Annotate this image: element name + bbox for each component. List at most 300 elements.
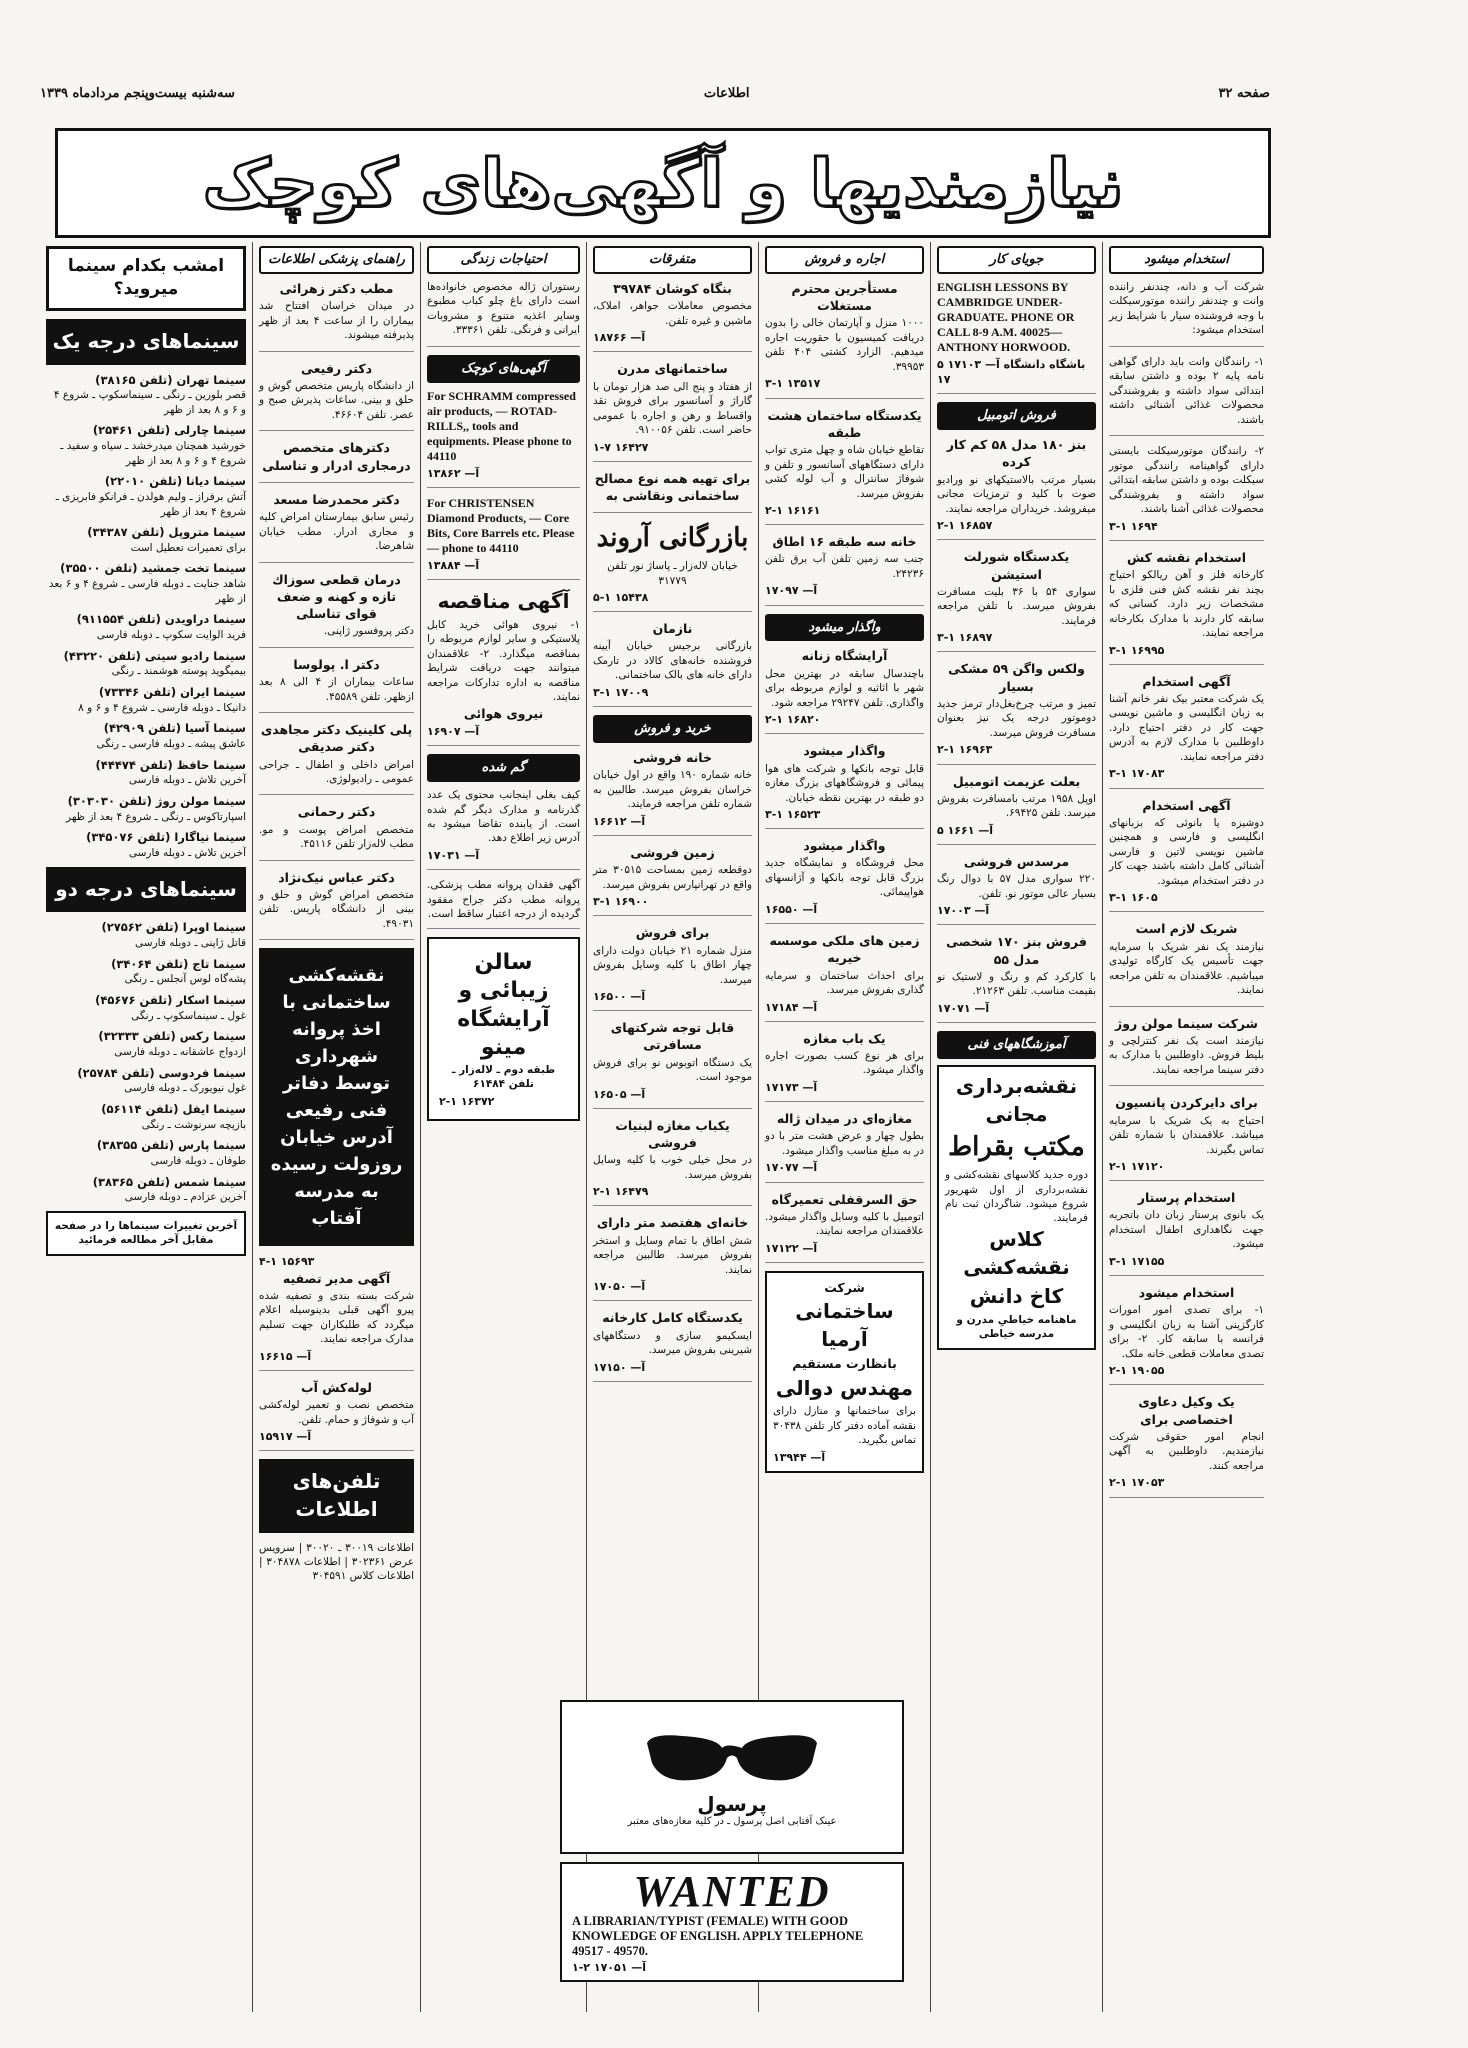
christensen-ad	[427, 496, 580, 580]
cinema-name: سینما ایفل (تلفن ۵۶۱۱۴)	[101, 1101, 246, 1116]
ad-text: ساعات بیماران از ۴ الی ۸ بعد ازظهر. تلفن ۴۵۵۸۹.	[259, 676, 415, 703]
classified-ad	[593, 1214, 752, 1301]
classified-ad	[765, 742, 924, 829]
ad-title: ساختمانهای مدرن	[617, 361, 728, 377]
ad-text: ۲- رانندگان موتورسیکلت بایستی دارای گواهینامه رانندگی موتور سیکلت بوده و داشتن سابقه ابتدائی سواد داشته و بفروشندگی محصولات غذائی آشنا باشند.	[1109, 445, 1264, 516]
english-lesson-text: ENGLISH LESSONS BY CAMBRIDGE UNDER-GRADUATE. PHONE OR CALL 8-9 A.M. 40025— ANTHONY HORWOOD.	[937, 279, 1075, 354]
ad-text: ۱- رانندگان وانت باید دارای گواهی نامه پایه ۲ بوده و داشتن سابقه ابتدائی سواد داشته و بفروشندگی محصولات غذائی آشنائی داشته باشند.	[1109, 355, 1264, 426]
ad-title: خانه سه طبقه ۱۶ اطاق	[772, 534, 917, 550]
classified-ad	[937, 853, 1096, 925]
wanted-text: A LIBRARIAN/TYPIST (FEMALE) WITH GOOD KNOWLEDGE OF ENGLISH. APPLY TELEPHONE 49517 - 49570.	[572, 1914, 864, 1958]
cinema-first-class-head: سینماهای درجه یک	[46, 319, 246, 365]
ad-text: نیازمند است یک نفر کنترلچی و بلیط فروش. داوطلبین با مدارک به دفتر سینما مراجعه نمایند.	[1109, 1034, 1264, 1076]
ad-code: آ— ۱۶۵۰۵	[593, 1087, 646, 1101]
cinema-program: طوفان ـ دوبله فارسی	[150, 1155, 246, 1168]
page-header	[40, 80, 1270, 106]
ad-text: ۲۲۰ سواری مدل ۵۷ با دوال رنگ بسیار عالی موتور نو. تلفن.	[937, 873, 1096, 900]
ad-title: ولکس واگن ۵۹ مشکی بسیار	[948, 661, 1085, 694]
ad-text: اتومبیل با کلیه وسایل واگذار میشود. علاقمندان مراجعه نمایند.	[765, 1210, 924, 1238]
ad-code: ۲-۱ ۱۶۸۲۰	[765, 713, 821, 727]
cinema-name: سینما اسکار (تلفن ۴۵۶۷۶)	[95, 992, 246, 1007]
ad-code: آ— ۱۷۰۰۳	[937, 904, 990, 918]
cinema-name: سینما ایران (تلفن ۷۳۳۴۶)	[98, 684, 246, 699]
ad-title: قابل توجه شرکتهای مسافرتی	[610, 1020, 735, 1053]
sunglasses-icon	[642, 1728, 822, 1788]
ad-text: دوشیزه یا بانوئی که بزبانهای انگلیسی و فارسی و همچنین ماشین نویسی لاتین و فارسی آشنائی کامل داشته باشند جهت کار در دفتر استخدام میشود.	[1109, 816, 1264, 887]
ad-code: آ— ۱۶۵۰۰	[593, 989, 646, 1003]
ad-title: یک وکیل دعاوی اختصاصی برای	[1138, 1394, 1235, 1427]
schramm-text: For SCHRAMM compressed air products, — ROTAD-RILLS,, tools and equipments. Please phone to 44110	[427, 388, 576, 463]
cinema-name: سینما شمس (تلفن ۳۸۳۶۵)	[92, 1174, 246, 1189]
ad-text: شرکت بسته بندی و تصفیه شده پیرو آگهی قبلی بدینوسیله اعلام میگردد که طلبکاران جهت تسلیم مدارک مراجعه نمایند.	[259, 1289, 414, 1346]
ad-code: آ— ۱۷۱۲۲	[765, 1241, 818, 1255]
cinema-name: سینما مولن روژ (تلفن ۳۰۳۰۳۰)	[67, 793, 246, 808]
cinema-listing	[46, 649, 246, 679]
subhead-schools: آموزشگاههای فنی	[937, 1031, 1096, 1059]
ad-title: برای فروش	[635, 925, 710, 941]
cinema-program: اسپارتاکوس ـ رنگی ـ شروع ۴ بعد از ظهر	[66, 810, 246, 823]
ad-title: بنز ۱۸۰ مدل ۵۸ کم کار کرده	[946, 437, 1087, 470]
classified-ad	[593, 470, 752, 514]
ad-title: خانه‌ای هفتصد متر دارای	[596, 1215, 749, 1231]
ad-code: ۳-۱ ۱۶۹۴	[1109, 519, 1158, 533]
ad-text: از هفتاد و پنج الی صد هزار تومان با گاراژ و آسانسور برای فروش نقد واقساط و رهن و اجاره با عمومی حاضر است. تلفن ۹۱۰۰۵۶.	[593, 380, 752, 437]
store-code: ۵-۱ ۱۵۴۳۸	[593, 591, 649, 605]
ad-title: شرکت سینما مولن روژ	[1115, 1015, 1258, 1031]
classified-ad	[1109, 1284, 1264, 1385]
school-class-title: کلاس نقشه‌کشی	[963, 1226, 1070, 1279]
ad-text: برای هر نوع کسب بصورت اجاره واگذار میشود.	[765, 1050, 924, 1077]
ad-code: آ— ۱۷۰۹۷	[765, 584, 818, 598]
column-employment	[1102, 242, 1270, 2012]
cinema-listing	[46, 685, 246, 715]
wanted-ad	[560, 1862, 904, 1982]
cinema-listing	[46, 525, 246, 555]
classified-ad	[937, 436, 1096, 540]
ad-code: آ— ۱۳۸۸۴	[427, 558, 480, 572]
classified-ad	[1109, 673, 1264, 789]
salon-code: ۲-۱ ۱۶۳۷۲	[439, 1094, 495, 1108]
cinema-name: سینما چارلی (تلفن ۲۵۴۶۱)	[92, 423, 246, 438]
tender-text: ۱- نیروی هوائی خرید کابل پلاستیکی و سایر لوازم مربوطه را بمناقصه میگذارد. ۲- علاقمندان میتوانند جهت دریافت شرایط مناقصه به اداره تدارکات مراجعه نمایند.	[427, 618, 580, 704]
ad-text: نیازمند یک نفر شریک با سرمایه جهت تأسیس یک کارگاه تولیدی میباشیم. علاقمندان به تلفن مراجعه نمایند.	[1109, 940, 1264, 997]
company-code: آ— ۱۳۹۴۴	[773, 1450, 826, 1464]
classified-ad	[1109, 1393, 1264, 1497]
car-sale-ads	[937, 436, 1096, 1023]
company-pre: شرکت	[824, 1279, 865, 1295]
classified-ad	[937, 548, 1096, 652]
cinema-program: فرید الوایت سکوپ ـ دوبله فارسی	[96, 629, 246, 642]
company-name: ساختمانی آرمیا	[795, 1299, 894, 1351]
cinema-listing	[46, 957, 246, 987]
ad-code: ۳-۱ ۱۶۵۲۳	[765, 808, 821, 822]
classified-ad	[259, 721, 414, 795]
ad-text: ایسکیمو سازی و دستگاههای شیرینی بفروش میرسد.	[593, 1329, 752, 1357]
ad-title: خانه فروشی	[633, 750, 712, 766]
ad-text: در میدان خراسان افتتاح شد بیماران را از ساعت ۴ بعد از ظهر پذیرفته میشوند.	[259, 300, 414, 342]
cinema-program: خورشید همچنان میدرخشد ـ سیاه و سفید ـ شروع ۴ و ۶ و ۸ بعد از ظهر	[60, 440, 246, 467]
cinema-program: بازیچه سرنوشت ـ رنگی	[141, 1118, 246, 1131]
sunglasses-text: عینک آفتابی اصل پرسول ـ در کلیه مغازه‌های معتبر	[627, 1815, 837, 1827]
drafting-ad-code: ۴-۱ ۱۵۶۹۳	[259, 1255, 315, 1269]
sale-ads	[765, 280, 924, 606]
ad-code: آ— ۱۷۰۷۱	[937, 1001, 990, 1015]
ad-text: با کارکرد کم و رنگ و لاستیک نو بقیمت مناسب. تلفن ۲۱۲۶۳.	[937, 970, 1096, 998]
lost-ad	[427, 788, 580, 870]
ad-title: حق السرقفلی تعمیرگاه	[771, 1191, 918, 1207]
ad-title: درمان قطعی سوزاك تازه و کهنه و ضعف قوای تناسلی	[272, 571, 401, 622]
ad-title: برای تهیه همه نوع مصالح ساختمانی ونقاشی به	[594, 470, 751, 503]
tender-code: آ— ۱۶۹۰۷	[427, 724, 480, 738]
cinema-listing	[46, 920, 246, 950]
cinema-list-second	[46, 920, 246, 1205]
ad-code: ۳-۱ ۱۶۰۵	[1109, 891, 1158, 905]
ad-code: آ— ۱۶۶۱۵	[259, 1349, 312, 1363]
ad-code: آ— ۱۶۶۱ ۵	[937, 823, 994, 837]
ad-code: آ— ۱۷۱۷۳	[765, 1080, 818, 1094]
notice-ad	[427, 878, 580, 928]
ad-text: رستوران ژاله مخصوص خانواده‌ها است دارای باغ چلو کباب مطبوع وسایر اغذیه متنوع و مشروبات ایرانی و فرنگی. تلفن ۳۳۳۶۱.	[427, 280, 580, 337]
ad-text: کارخانه فلز و آهن ریالکو احتیاج بچند نفر نقشه کش فنی فلزی با مشخصات زیر دارد. کسانی که سابقه کار دارند با مدارک بکارخانه مراجعه نمایند.	[1109, 569, 1264, 640]
ad-title: فروش بنز ۱۷۰ شخصی مدل ۵۵	[946, 934, 1087, 967]
salon-ad	[427, 937, 580, 1122]
ad-code: ۳-۱ ۱۶۹۰۰	[593, 895, 649, 909]
ad-text: امراض داخلی و اطفال ـ جراحی عمومی ـ رادیولوژی.	[259, 758, 414, 785]
banner-title: نیازمندیها و آگهی‌های کوچک	[202, 144, 1124, 222]
ad-title: مستأجرین محترم مستغلات	[791, 280, 898, 314]
cinema-listing	[46, 474, 246, 519]
classified-ad	[765, 1191, 924, 1263]
medical-ads	[259, 280, 414, 940]
ad-title: شریک لازم است	[1135, 921, 1238, 937]
school-name: مکتب بقراط	[948, 1132, 1085, 1163]
ad-title: زمین فروشی	[630, 844, 715, 860]
cinema-name: سینما اوپرا (تلفن ۲۷۵۶۲)	[101, 920, 246, 935]
cinema-listing	[46, 1102, 246, 1132]
classified-ad	[1109, 355, 1264, 436]
column-head-jobseek: جویای کار	[937, 246, 1096, 274]
cinema-name: سینما متروپل (تلفن ۳۴۳۸۷)	[87, 524, 246, 539]
ad-title: دکتر محمدرضا مسعد	[273, 491, 400, 507]
column-head-employment: استخدام میشود	[1109, 246, 1264, 274]
cinema-program: بیمیگوید پوسته هوشمند ـ رنگی	[111, 665, 246, 678]
cinema-name: سینما فردوسی (تلفن ۲۵۷۸۴)	[77, 1065, 246, 1080]
drafting-ad-inverse	[259, 948, 414, 1246]
cinema-program: قصر بلورین ـ رنگی ـ سینماسکوپ ـ شروع ۴ و ۶ و ۸ بعد از ظهر	[53, 389, 246, 416]
store-ad	[593, 521, 752, 612]
ad-title: بنگاه کوشان ۳۹۷۸۴	[613, 280, 732, 296]
classified-ad	[937, 933, 1096, 1023]
classified-ad	[593, 280, 752, 352]
cinema-listing	[46, 830, 246, 860]
ad-title: لوله‌کش آب	[301, 1379, 372, 1395]
cinema-name: سینما تهران (تلفن ۳۸۱۶۵)	[95, 372, 246, 387]
classified-ad	[259, 439, 414, 483]
classified-ad	[593, 1019, 752, 1109]
classified-ad	[259, 1270, 414, 1371]
ad-code: آ— ۱۷۱۵۰	[593, 1360, 646, 1374]
ad-code: ۲-۱ ۱۶۴۷۹	[593, 1185, 649, 1199]
column-head-medical: راهنمای پزشکی اطلاعات	[259, 246, 414, 274]
misc-ads	[593, 280, 752, 513]
cinema-listing	[46, 423, 246, 468]
drafting-ad-text: نقشه‌کشی ساختمانی با اخذ پروانه شهرداری توسط دفاتر فنی رفیعی آدرس خیابان روزولت رسیده به مدرسه آفتاب	[270, 965, 403, 1230]
ad-code: ۲-۱ ۱۹۰۵۵	[1109, 1364, 1165, 1378]
ad-title: یک باب مغازه	[803, 1030, 886, 1046]
ad-text: شش اطاق با تمام وسایل و استخر بفروش میرسد. طالبین مراجعه نمایند.	[593, 1234, 752, 1276]
ad-code: آ— ۱۶۶۱۲	[593, 814, 646, 828]
ad-code: آ— ۱۷۰۷۷	[765, 1161, 818, 1175]
classified-ad	[593, 620, 752, 707]
ad-title: واگذار میشود	[803, 743, 886, 759]
cinema-listing	[46, 794, 246, 824]
cinema-listing	[46, 758, 246, 788]
sunglasses-brand: پرسول	[697, 1791, 767, 1816]
wanted-code: آ— ۱۷۰۵۱ ۲-۱	[572, 1961, 647, 1974]
subhead-buy-sell: خرید و فروش	[593, 715, 752, 743]
lost-text: کیف بغلی اینجانب محتوی یک عدد گذرنامه و مدارک دیگر گم شده است. از یابنده تقاضا میشود به آدرس زیر اطلاع دهد.	[427, 789, 580, 845]
ad-title: دکتر عباس نیک‌نژاد	[278, 869, 395, 885]
classified-ad	[937, 773, 1096, 845]
tender-title: آگهی مناقصه	[437, 589, 570, 614]
column-head-sale: اجاره و فروش	[765, 246, 924, 274]
classified-ad	[765, 280, 924, 399]
cinema-program: آتش برفراز ـ ولیم هولدن ـ فرانکو فابریزی ـ شروع ۴ بعد از ظهر	[55, 491, 246, 518]
cinema-program: قاتل ژاپنی ـ دوبله فارسی	[135, 937, 246, 950]
ad-text: یک دستگاه اتوبوس نو برای فروش موجود است.	[593, 1056, 752, 1084]
ad-text: بسیار مرتب بالاستیکهای نو ورادیو صوت با کلید و ترمزیات مجانی میفروشد. خریداران مراجعه نمایند.	[937, 473, 1096, 515]
cinema-name: سینما رادیو سیتی (تلفن ۴۳۲۲۰)	[63, 648, 246, 663]
school-kakh-title: کاخ دانش	[969, 1284, 1064, 1309]
ad-text: در محل خیلی خوب با کلیه وسایل بفروش میرسد.	[593, 1154, 752, 1181]
company-engineer: مهندس دوالی	[775, 1375, 914, 1400]
classified-ad	[259, 803, 414, 860]
ad-title: یکباب مغازه لبنیات فروشی	[615, 1117, 730, 1151]
ad-code: ۳-۱ ۱۶۸۹۷	[937, 631, 993, 645]
cinema-footer: آخرین تغییرات سینماها را در صفحه مقابل آخر مطالعه فرمائید	[46, 1211, 246, 1256]
subhead-lost: گم شده	[427, 754, 580, 782]
ad-title: استخدام میشود	[1138, 1285, 1235, 1301]
ad-text: متخصص نصب و تعمیر لوله‌کشی آب و شوفاژ و حمام. تلفن.	[259, 1399, 414, 1426]
ad-text: ۱- برای تصدی امور امورات کارگزینی آشنا به زبان انگلیسی و فرانسه با سابقه کار. ۲- برای تصدی معاملات قطعی خانه ملک.	[1109, 1304, 1264, 1360]
misc-ads-2	[593, 620, 752, 707]
classified-ad	[765, 1030, 924, 1102]
classified-ad	[259, 491, 414, 563]
ad-text: تقاطع خیابان شاه و چهل متری تواب دارای دستگاههای آسانسور و تلفن و شوفاژ سانترال و آب لوله کشی بفروش میرسد.	[765, 444, 924, 500]
classified-ad	[259, 571, 414, 648]
ad-code: ۲-۱ ۱۷۰۵۳	[1109, 1476, 1165, 1490]
wanted-box	[560, 1862, 904, 1982]
company-text: برای ساختمانها و منازل دارای نقشه آماده دفتر کار تلفن ۳۰۴۳۸ تماس بگیرید.	[773, 1405, 916, 1447]
ad-code: ۱-۷ ۱۶۴۲۷	[593, 440, 649, 454]
cinema-program: دانیکا ـ دوبله فارسی ـ شروع ۴ و ۶ و ۸	[78, 701, 246, 714]
cinema-name: سینما رکس (تلفن ۳۲۳۳۳)	[98, 1029, 246, 1044]
classified-ad	[937, 660, 1096, 764]
header-date: سه‌شنبه بیست‌وپنجم مردادماه ۱۳۳۹	[40, 85, 235, 101]
ad-code: ۳-۱ ۱۷۰۰۹	[593, 685, 649, 699]
ad-title: بعلت عزیمت اتومبیل	[952, 773, 1081, 789]
ad-text: برای احداث ساختمان و سرمایه گذاری بفروش میرسد.	[765, 969, 924, 997]
ad-title: زمین های ملکی موسسه خیریه	[769, 933, 920, 966]
ad-text: تمیز و مرتب چرخ‌بغل‌دار ترمز جدید دوموتور درجه یک نیز بعنوان مسافرت فروش میرسد.	[937, 697, 1096, 739]
subhead-small-ads: آگهی‌های کوچک	[427, 355, 580, 383]
ad-text: قابل توجه بانکها و شرکت های هوا پیمائی و فروشگاههای بزرگ مغازه دو طبقه در بهترین نقطه خیابان.	[765, 762, 924, 804]
cinema-main-head: امشب بکدام سینما میروید؟	[46, 246, 246, 311]
cinema-list-first	[46, 373, 246, 861]
cinema-program: شاهد جنایت ـ دوبله فارسی ـ شروع ۴ و ۶ بعد از ظهر	[48, 578, 246, 605]
ad-title: یکدستگاه ساختمان هشت طبقه	[767, 407, 922, 440]
classified-ad	[1109, 1015, 1264, 1087]
cinema-name: سینما آسیا (تلفن ۴۲۹۰۹)	[103, 721, 246, 736]
cinema-listing	[46, 1066, 246, 1096]
cinema-listing	[46, 1029, 246, 1059]
column-jobseek	[930, 242, 1102, 2012]
ad-title: پلی کلینیک دکتر مجاهدی دکتر صدیقی	[260, 722, 413, 755]
english-lesson-ad	[937, 280, 1096, 394]
ad-text: منزل شماره ۲۱ خیابان دولت دارای چهار اطاق با کلیه وسایل بفروش میرسد.	[593, 944, 753, 986]
ad-text: یک شرکت معتبر بیک نفر خانم آشنا به زبان انگلیسی و ماشین نویسی جهت کار در دفتر احتیاج دارد. داوطلبین با مدارک لازم به آدرس دفتر مراجعه نمایند.	[1109, 692, 1264, 763]
ad-title: آگهی مدیر تصفیه	[282, 1270, 391, 1286]
classified-ad	[765, 932, 924, 1022]
ad-text: دوقطعه زمین بمساحت ۳۰۵۱۵ متر واقع در تهرانپارس بفروش میرسد.	[593, 864, 752, 891]
classified-ad	[593, 844, 752, 916]
ad-code: آ— ۱۶۵۵۰	[765, 902, 818, 916]
classified-ad	[1109, 280, 1264, 347]
ad-title: آرایشگاه زنانه	[801, 648, 888, 664]
ad-title: مغازه‌ای در میدان ژاله	[776, 1111, 913, 1127]
ad-code: ۳-۱ ۱۳۵۱۷	[765, 377, 821, 391]
header-paper-name: اطلاعات	[703, 85, 750, 101]
ad-code: ۲-۱ ۱۷۱۲۰	[1109, 1160, 1165, 1174]
tender-signature: نیروی هوائی	[463, 705, 544, 721]
wanted-title: WANTED	[633, 1867, 831, 1916]
column-medical	[252, 242, 420, 2012]
salon-text: طبقه دوم ـ لاله‌زار ـ تلفن ۶۱۴۸۴	[451, 1063, 556, 1091]
classified-ad	[593, 360, 752, 461]
ad-text: سواری ۵۴ با ۳۶ بلیت مسافرت بفروش میرسد. با تلفن مراجعه فرمایند.	[937, 585, 1096, 627]
ad-title: برای دایرکردن پانسیون	[1115, 1095, 1258, 1111]
cinema-program: آخرین تلاش ـ دوبله فارسی	[128, 847, 246, 860]
ad-text: از دانشگاه پاریس متخصص گوش و حلق و بینی. ساعات پذیرش صبح و عصر. تلفن ۴۶۶۰۴.	[259, 379, 414, 421]
classified-ad	[765, 647, 924, 734]
ad-title: استخدام پرستار	[1137, 1190, 1236, 1206]
classified-ad	[593, 924, 752, 1011]
header-page-number: صفحه ۳۲	[1218, 85, 1270, 101]
ad-title: یکدستگاه شورلت استیشن	[963, 549, 1070, 582]
section-banner	[55, 128, 1271, 238]
cinema-name: سینما تخت جمشید (تلفن ۳۵۵۰۰)	[60, 561, 246, 576]
column-head-needs: احتیاجات زندگی	[427, 246, 580, 274]
cinema-program: غول نیویورک ـ دوبله فارسی	[124, 1082, 246, 1095]
ad-title: آگهی استخدام	[1142, 673, 1231, 689]
employment-ads	[1109, 280, 1264, 1498]
cinema-program: آخرین تلاش ـ دوبله فارسی	[128, 774, 246, 787]
ad-text: ۱۰۰۰ منزل و آپارتمان خالی را بدون دریافت کمیسیون با حقوریت اجاره میدهیم. الزارد کشتی ۴۰۴ تلفن ۳۹۹۵۳.	[765, 317, 924, 373]
cinema-name: سینما حافظ (تلفن ۴۴۴۷۴)	[95, 757, 246, 772]
school-footer: ماهنامه خیاطیِ مدرن و مدرسه خیاطی	[956, 1313, 1077, 1341]
cinema-program: آخرین عزادم ـ دوبله فارسی	[124, 1191, 246, 1204]
sunglasses-ad	[560, 1700, 904, 1850]
needs-ads	[427, 280, 580, 347]
medical-ads-2	[259, 1270, 414, 1452]
ad-title: نازمان	[652, 621, 693, 637]
ad-text: مخصوص معاملات جواهر، املاک، ماشین و غیره تلفن.	[593, 300, 752, 327]
ad-text: رئیس سابق بیمارستان امراض کلیه و مجاری ادرار. مطب خیابان شاهرضا.	[259, 511, 414, 553]
cinema-listing	[46, 721, 246, 751]
company-sub: بانظارت مستقیم	[792, 1356, 897, 1372]
ad-text: یک بانوی پرستار زبان دان باتجربه جهت نگاهداری اطفال استخدام میشود.	[1109, 1209, 1264, 1251]
company-ad	[765, 1271, 924, 1473]
ad-text: خانه شماره ۱۹۰ واقع در اول خیابان خراسان بفروش میرسد. طالبین به شماره تلفن مراجعه فرمایند.	[593, 769, 752, 811]
cinema-listing	[46, 993, 246, 1023]
classified-ad	[1109, 920, 1264, 1006]
ad-code: ۲-۱ ۱۶۱۶۱	[765, 503, 821, 517]
ad-title: دکتر ا. پولوسا	[293, 656, 380, 672]
ad-code: ۳-۱ ۱۶۹۹۵	[1109, 643, 1165, 657]
ad-text: محل فروشگاه و نمایشگاه جدید بزرگ قابل توجه بانکها و آژانسهای هواپیمائی.	[765, 857, 924, 899]
ad-code: ۲-۱ ۱۶۸۵۷	[937, 519, 993, 533]
ad-title: دکتر رحمانی	[297, 804, 376, 820]
subhead-transfer: واگذار میشود	[765, 614, 924, 642]
ad-text: باچندسال سابقه در بهترین محل شهر با اثاثیه و لوازم مربوطه برای واگذاری. تلفن ۲۹۲۴۷ مراجعه شود.	[765, 667, 924, 709]
cinema-name: سینما تاج (تلفن ۳۴۰۶۴)	[111, 956, 246, 971]
ad-code: باشگاه دانشگاه آ— ۱۷۱۰۳ ۵ ۱۷	[937, 357, 1086, 387]
notice-text: آگهی فقدان پروانه مطب پزشکی. پروانه مطب دکتر جراح مفقود گردیده از درجه اعتبار ساقط است.	[427, 879, 580, 921]
ad-text: انجام امور حقوقی شرکت نیازمندیم. داوطلبین به آگهی مراجعه کنند.	[1109, 1430, 1264, 1472]
cinema-listing	[46, 1138, 246, 1168]
classified-ad	[1109, 549, 1264, 665]
ad-code: ۳-۱ ۱۷۱۵۵	[1109, 1254, 1165, 1268]
ad-code: آ— ۱۷۰۵۰	[593, 1280, 646, 1294]
ad-title: یکدستگاه کامل کارخانه	[602, 1310, 743, 1326]
store-name: بازرگانی آروند	[596, 523, 749, 554]
ad-code: آ— ۱۷۱۸۴	[765, 1000, 818, 1014]
cinema-listing	[46, 612, 246, 642]
ad-title: مرسدس فروشی	[963, 853, 1070, 869]
classified-ad	[259, 1379, 414, 1451]
classified-ad	[765, 407, 924, 526]
classified-ad	[593, 1117, 752, 1207]
salon-title: سالن زیبائی و آرایشگاه مینو	[457, 949, 550, 1061]
cinema-program: عاشق پیشه ـ دوبله فارسی ـ رنگی	[96, 738, 246, 751]
cinema-program: پشه‌گاه لوس آنجلس ـ رنگی	[124, 973, 246, 986]
ad-text: جنب سه زمین تلفن آب برق تلفن ۲۴۲۳۶.	[765, 553, 924, 580]
ad-code: ۳-۱ ۱۷۰۸۳	[1109, 767, 1165, 781]
ad-code: آ— ۱۵۹۱۷	[259, 1430, 312, 1444]
cinema-listing	[46, 1175, 246, 1205]
store-text: خیابان لاله‌زار ـ پاساژ نور تلفن ۳۱۷۷۹	[607, 560, 738, 587]
classified-ad	[765, 837, 924, 924]
classified-ad	[1109, 797, 1264, 913]
ad-title: دکترهای متخصص درمجاری ادرار و تناسلی	[262, 440, 411, 473]
subhead-car-sale: فروش اتومبیل	[937, 402, 1096, 430]
classified-ad	[259, 360, 414, 432]
column-cinema	[40, 242, 252, 2012]
ad-text: بطول چهار و عرض هشت متر با دو در به مبلغ مناسب واگذار میشود.	[765, 1130, 924, 1157]
schramm-ad	[427, 389, 580, 488]
cinema-name: سینما دراویدن (تلفن ۹۱۱۵۵۴)	[76, 612, 246, 627]
classified-ad	[259, 656, 414, 713]
school-ad	[937, 1065, 1096, 1350]
buy-sell-ads	[593, 749, 752, 1382]
ad-title: استخدام نقشه کش	[1127, 549, 1246, 565]
ad-title: دکتر رفیعی	[300, 360, 373, 376]
ad-text: دکتر پروفسور ژاپنی.	[323, 625, 414, 638]
cinema-listing	[46, 373, 246, 418]
ad-text: شرکت آب و دانه، چندنفر راننده وانت و چندنفر راننده موتورسیکلت با وجه فروشنده سیار با شرایط زیر استخدام میشود:	[1109, 280, 1264, 337]
school-ad-text: دوره جدید کلاسهای نقشه‌کشی و نقشه‌برداری از اول شهریور شروع میشود. شاگردان ثبت نام فرمایند.	[945, 1169, 1088, 1225]
ad-title: آگهی استخدام	[1142, 797, 1231, 813]
